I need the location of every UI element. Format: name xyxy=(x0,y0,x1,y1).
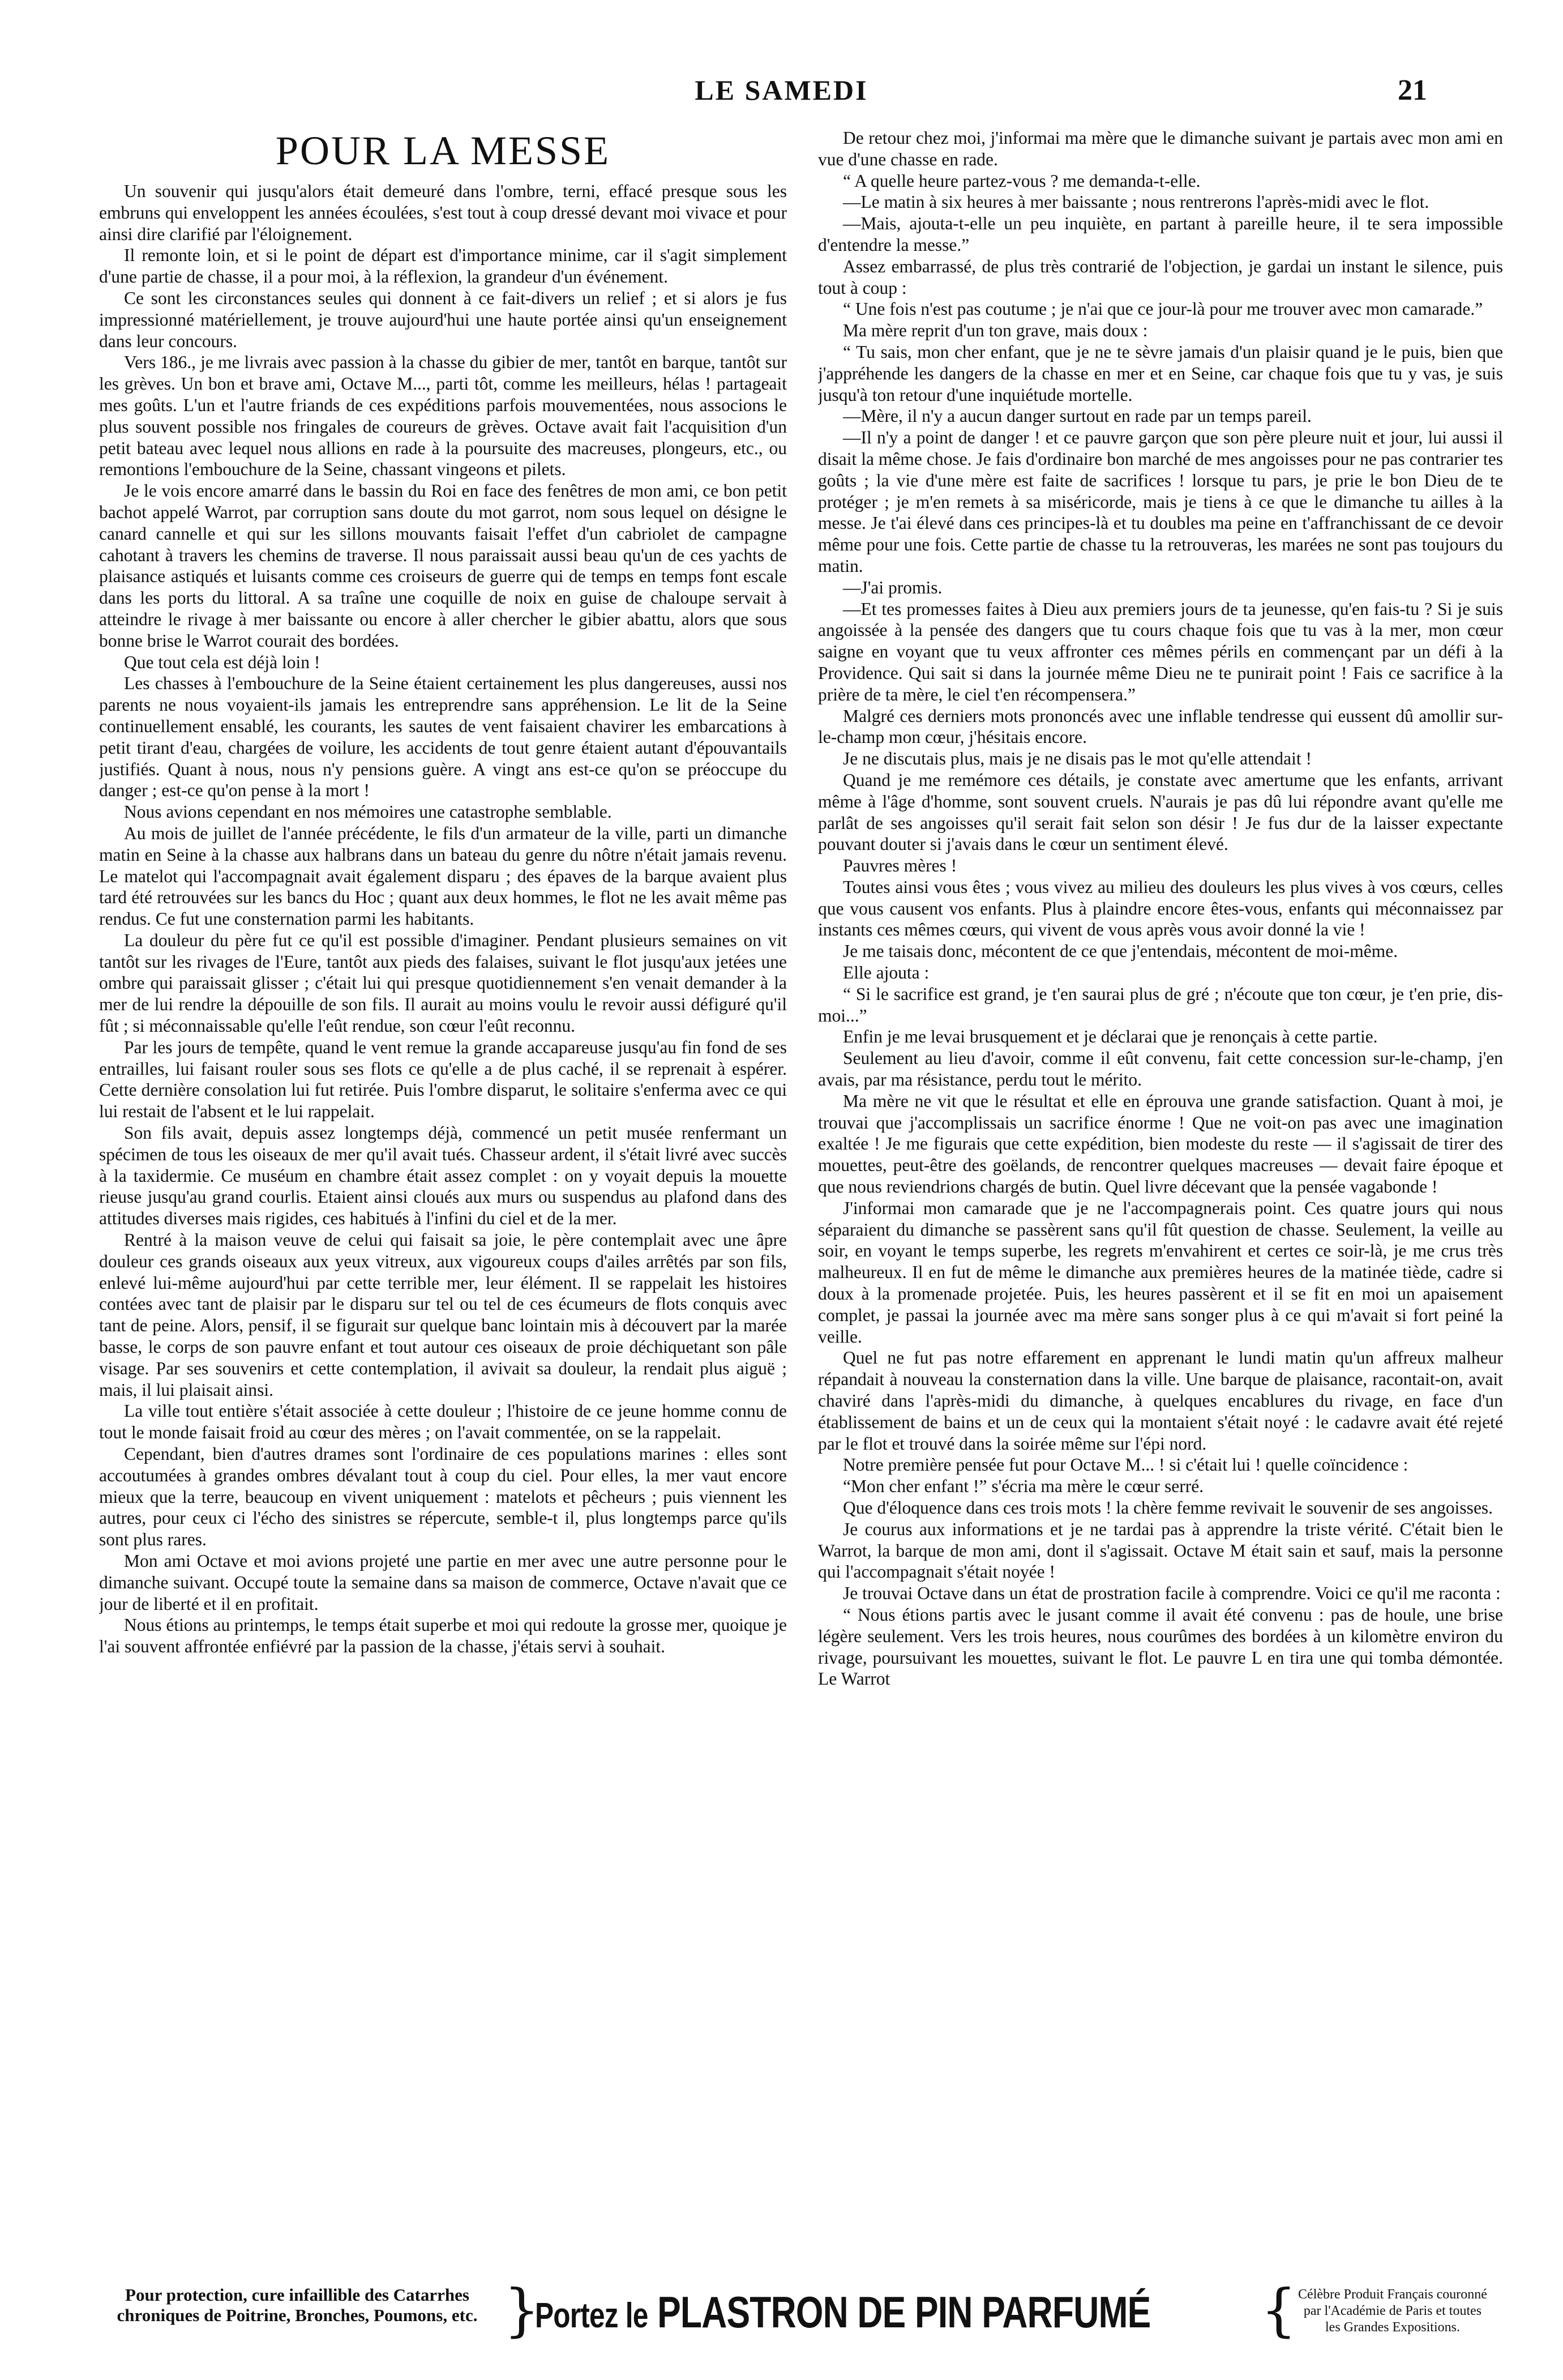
article-paragraph: Ma mère ne vit que le résultat et elle en éprouva une grande satisfaction. Quant à moi, je trouvai que j'accomplissais un sacrifice énorme ! Que ne voit-on pas avec une imagination exaltée ! Je me figurais que cette expédition, bien modeste du reste — il s'agissait de tirer des mouettes, peut-être des goëlands, de rencontrer quelques macreuses — devait faire époque et que nous reviendrions chargés de butin. Quel livre décevant que la pensée vagabonde ! xyxy=(818,1091,1503,1197)
article-paragraph: “ Une fois n'est pas coutume ; je n'ai que ce jour-là pour me trouver avec mon camarade.” xyxy=(843,299,1483,319)
article-paragraph: Seulement au lieu d'avoir, comme il eût convenu, fait cette concession sur-le-champ, j'en avais, par ma résistance, perdu tout le mérito. xyxy=(818,1048,1503,1090)
ad-right-line: Célèbre Produit Français couronné xyxy=(1298,2287,1487,2302)
article-title: POUR LA MESSE xyxy=(275,128,611,173)
article-paragraph: Pauvres mères ! xyxy=(843,856,957,876)
article-paragraph: La douleur du père fut ce qu'il est possible d'imaginer. Pendant plusieurs semaines on vit tantôt sur les rivages de l'Eure, tantôt aux pieds des falaises, suivant le flot jusqu'aux jetées une ombre qui paraissait glisser ; c'était lui qui presque quotidiennement s'en venait demander à la mer de lui rendre la dépouille de son fils. Il aurait au moins voulu le revoir aussi défiguré qu'il fût ; si méconnaissable qu'elle l'eût rendue, son cœur l'eût reconnu. xyxy=(99,930,787,1036)
article-paragraph: Je le vois encore amarré dans le bassin du Roi en face des fenêtres de mon ami, ce bon petit bachot appelé Warrot, par corruption sans doute du mot garrot, nom sous lequel on désigne le canard cannelle et qui sur les sillons mouvants faisait l'effet d'un cabriolet de campagne cahotant à travers les chemins de traverse. Il nous paraissait aussi beau qu'un de ces yachts de plaisance astiqués et luisants comme ces croiseurs de guerre qui de temps en temps font escale dans les ports du littoral. A sa traîne une coquille de noix en guise de chaloupe servait à atteindre le rivage à mer baissante ou encore à aller chercher le gibier abattu, alors que sous bonne brise le Warrot courait des bordées. xyxy=(99,481,787,651)
article-paragraph: Au mois de juillet de l'année précédente, le fils d'un armateur de la ville, parti un dimanche matin en Seine à la chasse aux halbrans dans un bateau du genre du nôtre n'était jamais revenu. Le matelot qui l'accompagnait avait également disparu ; des épaves de la barque avaient plus tard été retrouvées sur les bancs du Hoc ; quant aux deux hommes, le flot ne les avait même pas rendus. Ce fut une consternation parmi les habitants. xyxy=(99,823,787,929)
advertisement-banner xyxy=(99,2277,1506,2344)
ad-right-line: par l'Académie de Paris et toutes xyxy=(1303,2304,1482,2318)
article-paragraph: Mon ami Octave et moi avions projeté une partie en mer avec une autre personne pour le dimanche suivant. Occupé toute la semaine dans sa maison de commerce, Octave n'avait que ce jour de liberté et il en profitait. xyxy=(99,1551,787,1614)
ad-slogan-portez: Portez le xyxy=(535,2296,648,2335)
article-paragraph: Je ne discutais plus, mais je ne disais pas le mot qu'elle attendait ! xyxy=(843,749,1312,769)
article-paragraph: —Mais, ajouta-t-elle un peu inquiète, en partant à pareille heure, il te sera impossible d'entendre la messe.” xyxy=(818,213,1503,255)
article-paragraph: Il remonte loin, et si le point de départ est d'importance minime, car il s'agit simplement d'une partie de chasse, il a pour moi, à la réflexion, la grandeur d'un événement. xyxy=(99,245,787,287)
article-paragraph: “ Si le sacrifice est grand, je t'en saurai plus de gré ; n'écoute que ton cœur, je t'en prie, dis-moi...” xyxy=(818,984,1503,1026)
journal-title: LE SAMEDI xyxy=(695,74,868,106)
article-paragraph: Rentré à la maison veuve de celui qui faisait sa joie, le père contemplait avec une âpre douleur ces grands oiseaux aux yeux vitreux, aux vigoureux coups d'ailes arrêtés par son fils, enlevé lui-même aujourd'hui par cette terrible mer, leur élément. Il se rappelait les histoires contées avec tant de plaisir par le disparu sur tel ou tel de ces écumeurs de flots conquis avec tant de peine. Alors, pensif, il se figurait sur quelque banc lointain mis à découvert par la marée basse, le corps de son pauvre enfant et tout autour ces oiseaux de proie déchiquetant son pâle visage. Par ses souvenirs et cette contemplation, il avivait sa douleur, la rendait plus aiguë ; mais, il lui plaisait ainsi. xyxy=(99,1230,787,1400)
article-paragraph: Notre première pensée fut pour Octave M... ! si c'était lui ! quelle coïncidence : xyxy=(843,1455,1408,1475)
article-paragraph: Nous avions cependant en nos mémoires une catastrophe semblable. xyxy=(124,802,612,822)
article-paragraph: Vers 186., je me livrais avec passion à la chasse du gibier de mer, tantôt en barque, tantôt sur les grèves. Un bon et brave ami, Octave M..., parti tôt, comme les meilleurs, hélas ! partageait mes goûts. L'un et l'autre friands de ces expéditions parfois mouvementées, nous associons le plus souvent possible nos fringales de coureurs de grèves. Octave avait fait l'acquisition d'un petit bateau avec lequel nous allions en rade à la poursuite des macreuses, plongeurs, etc., ou remontions l'embouchure de la Seine, chassant vingeons et pilets. xyxy=(99,352,787,480)
article-paragraph: Un souvenir qui jusqu'alors était demeuré dans l'ombre, terni, effacé presque sous les embruns qui enveloppent les années écoulées, s'est tout à coup dressé devant moi vivace et pour ainsi dire clarifié par l'éloignement. xyxy=(99,181,787,244)
article-paragraph: Malgré ces derniers mots prononcés avec une inflable tendresse qui eussent dû amollir sur-le-champ mon cœur, j'hésitais encore. xyxy=(818,706,1503,747)
article-paragraph: “ A quelle heure partez-vous ? me demanda-t-elle. xyxy=(843,170,1201,191)
article-paragraph: —J'ai promis. xyxy=(843,577,943,597)
article-paragraph: Assez embarrassé, de plus très contrarié de l'objection, je gardai un instant le silence, puis tout à coup : xyxy=(818,256,1503,298)
ad-left-text xyxy=(99,2285,495,2326)
article-paragraph: Son fils avait, depuis assez longtemps déjà, commencé un petit musée renfermant un spécimen de tous les oiseaux de mer qu'il avait tués. Chasseur ardent, il s'était livré avec succès à la taxidermie. Ce muséum en chambre était assez complet : on y voyait depuis la mouette rieuse jusqu'au grand courlis. Etaient ainsi cloués aux murs ou suspendus au plafond dans des attitudes diverses mais rigides, ces habitués à l'infini du ciel et de la mer. xyxy=(99,1123,787,1229)
page-number: 21 xyxy=(1398,74,1427,106)
article-paragraph: De retour chez moi, j'informai ma mère que le dimanche suivant je partais avec mon ami en vue d'une chasse en rade. xyxy=(818,128,1503,169)
right-column xyxy=(818,127,1503,2257)
ad-brace-right: { xyxy=(1261,2277,1297,2343)
article-paragraph: Cependant, bien d'autres drames sont l'ordinaire de ces populations marines : elles sont accoutumées à grandes ombres dévalant tout à coup du ciel. Pour elles, la mer vaut encore mieux que la terre, beaucoup en vivent uniquement : matelots et pêcheurs ; puis viennent les autres, pour ceux ci l'écho des sinistres se répercute, semble-t il, plus longtemps parce qu'ils sont plus rares. xyxy=(99,1444,787,1550)
article-paragraph: Ce sont les circonstances seules qui donnent à ce fait-divers un relief ; et si alors je fus impressionné matériellement, je trouve aujourd'hui une haute portée ainsi qu'un enseignement dans leur concours. xyxy=(99,288,787,351)
ad-left-line: chroniques de Poitrine, Bronches, Poumons, etc. xyxy=(117,2305,478,2325)
ad-left-line: Pour protection, cure infaillible des Catarrhes xyxy=(125,2285,469,2305)
ad-brace-left: } xyxy=(504,2277,540,2343)
article-paragraph: Par les jours de tempête, quand le vent remue la grande accapareuse jusqu'au fin fond de ses entrailles, lui faisant rouler sous ses flots ce qu'elle a de plus caché, il se reprenait à espérer. Cette dernière consolation lui fut retirée. Puis l'ombre disparut, le solitaire s'enferma avec ce qui lui restait de l'absent et le lui rappelait. xyxy=(99,1037,787,1122)
left-column xyxy=(99,127,787,2257)
article-paragraph: —Le matin à six heures à mer baissante ; nous rentrerons l'après-midi avec le flot. xyxy=(843,192,1429,212)
article-paragraph: —Il n'y a point de danger ! et ce pauvre garçon que son père pleure nuit et jour, lui aussi il disait la même chose. Je fais d'ordinaire bon marché de mes angoisses pour ne pas contrarier tes goûts ; la vie d'une mère est faite de sacrifices ! lorsque tu pars, je prie le bon Dieu de te protéger ; je m'en remets à sa miséricorde, mais je tiens à ce que le dimanche tu ailles à la messe. Je t'ai élevé dans ces principes-là et tu doubles ma peine en t'affranchissant de ce devoir même pour une fois. Cette partie de chasse tu la retrouveras, les marées ne sont pas toujours du matin. xyxy=(818,428,1503,576)
article-paragraph: Toutes ainsi vous êtes ; vous vivez au milieu des douleurs les plus vives à vos cœurs, celles que vous causent vos enfants. Plus à plaindre encore êtes-vous, enfants qui méconnaissez par instants ces mêmes cœurs, qui vivent de vous après vous avoir donné la vie ! xyxy=(818,877,1503,940)
ad-slogan-product: PLASTRON DE PIN PARFUMÉ xyxy=(657,2287,1151,2337)
article-paragraph: Je me taisais donc, mécontent de ce que j'entendais, mécontent de moi-même. xyxy=(843,941,1398,962)
ad-right-line: les Grandes Expositions. xyxy=(1325,2320,1460,2335)
article-paragraph: Quel ne fut pas notre effarement en apprenant le lundi matin qu'un affreux malheur répandait à nouveau la consternation dans la ville. Une barque de plaisance, racontait-on, avait chaviré dans l'après-midi du dimanche, à quelques encablures du rivage, en face d'un établissement de bains et un de ceux qui la montaient s'était noyé : le cadavre avait été rejeté par le flot et trouvé dans la soirée même sur l'épi nord. xyxy=(818,1348,1503,1454)
article-paragraph: Que tout cela est déjà loin ! xyxy=(124,652,320,672)
article-paragraph: Nous étions au printemps, le temps était superbe et moi qui redoute la grosse mer, quoique je l'ai souvent affrontée enfiévré par la passion de la chasse, j'étais servi à souhait. xyxy=(99,1615,787,1657)
ad-right-text xyxy=(1285,2287,1500,2336)
article-paragraph: —Et tes promesses faites à Dieu aux premiers jours de ta jeunesse, qu'en fais-tu ? Si je suis angoissée à la pensée des dangers que tu cours chaque fois que tu vas à la mer, mon cœur saigne en voyant que tu veux affronter ces mêmes périls en commençant par un défi à la Providence. Qui sait si dans la journée même Dieu ne te punirait point ! Fais ce sacrifice à la prière de ta mère, le ciel t'en récompensera.” xyxy=(818,599,1503,704)
article-paragraph: —Mère, il n'y a aucun danger surtout en rade par un temps pareil. xyxy=(843,406,1312,426)
article-paragraph: “Mon cher enfant !” s'écria ma mère le cœur serré. xyxy=(843,1476,1204,1497)
article-paragraph: Je courus aux informations et je ne tardai pas à apprendre la triste vérité. C'était bien le Warrot, la barque de mon ami, dont il s'agissait. Octave M était sain et sauf, mais la personne qui l'accompagnait s'était noyée ! xyxy=(818,1519,1503,1582)
ad-slogan xyxy=(535,2287,1150,2341)
article-paragraph: Elle ajouta : xyxy=(843,963,930,983)
article-paragraph: “ Tu sais, mon cher enfant, que je ne te sèvre jamais d'un plaisir quand je le puis, bien que j'appréhende les dangers de la chasse en mer et en Seine, car chaque fois que tu y vas, je suis jusqu'à ton retour d'une inquiétude mortelle. xyxy=(818,341,1503,405)
article-paragraph: Les chasses à l'embouchure de la Seine étaient certainement les plus dangereuses, aussi nos parents ne nous voyaient-ils jamais les entreprendre sans appréhension. Le lit de la Seine continuellement ensablé, les courants, les sautes de vent faisaient chavirer les embarcations à petit tirant d'eau, chargées de voilure, les accidents de tout genre étaient autant d'épouvantails justifiés. Quant à nous, nous n'y pensions guère. A vingt ans est-ce qu'on se préoccupe du danger ; est-ce qu'on pense à la mort ! xyxy=(99,673,787,801)
article-paragraph: La ville tout entière s'était associée à cette douleur ; l'histoire de ce jeune homme connu de tout le monde faisait froid au cœur des mères ; on l'avait commentée, on se la rappelait. xyxy=(99,1401,787,1443)
article-paragraph: “ Nous étions partis avec le jusant comme il avait été convenu : pas de houle, une brise légère seulement. Vers les trois heures, nous courûmes des bordées à un kilomètre environ du rivage, poursuivant les mouettes, suivant le flot. Le pauvre L en tira une qui tomba démontée. Le Warrot xyxy=(818,1604,1503,1689)
article-paragraph: J'informai mon camarade que je ne l'accompagnerais point. Ces quatre jours qui nous séparaient du dimanche se passèrent sans qu'il fût question de chasse. Seulement, la veille au soir, en voyant le temps superbe, les regrets m'envahirent et certes ce soir-là, je me crus très malheureux. Il en fut de même le dimanche aux premières heures de la matinée tiède, cadre si doux à la promenade projetée. Puis, les heures passèrent et il se fit en moi un apaisement complet, je passai la journée avec ma mère sans songer plus à ce qui m'avait si fort peiné la veille. xyxy=(818,1198,1503,1347)
article-paragraph: Je trouvai Octave dans un état de prostration facile à comprendre. Voici ce qu'il me raconta : xyxy=(843,1583,1501,1604)
article-paragraph: Que d'éloquence dans ces trois mots ! la chère femme revivait le souvenir de ses angoisses. xyxy=(843,1498,1493,1518)
article-paragraph: Ma mère reprit d'un ton grave, mais doux : xyxy=(843,321,1148,341)
article-paragraph: Quand je me remémore ces détails, je constate avec amertume que les enfants, arrivant même à l'âge d'homme, sont souvent cruels. N'aurais je pas dû lui répondre avant qu'elle me parlât de ses angoisses qu'il serait fait selon son désir ! Je fus dur de la laisser expectante pouvant douter si j'avais dans le cœur un sentiment élevé. xyxy=(818,770,1503,854)
running-head xyxy=(102,74,1461,113)
article-paragraph: Enfin je me levai brusquement et je déclarai que je renonçais à cette partie. xyxy=(843,1027,1378,1047)
